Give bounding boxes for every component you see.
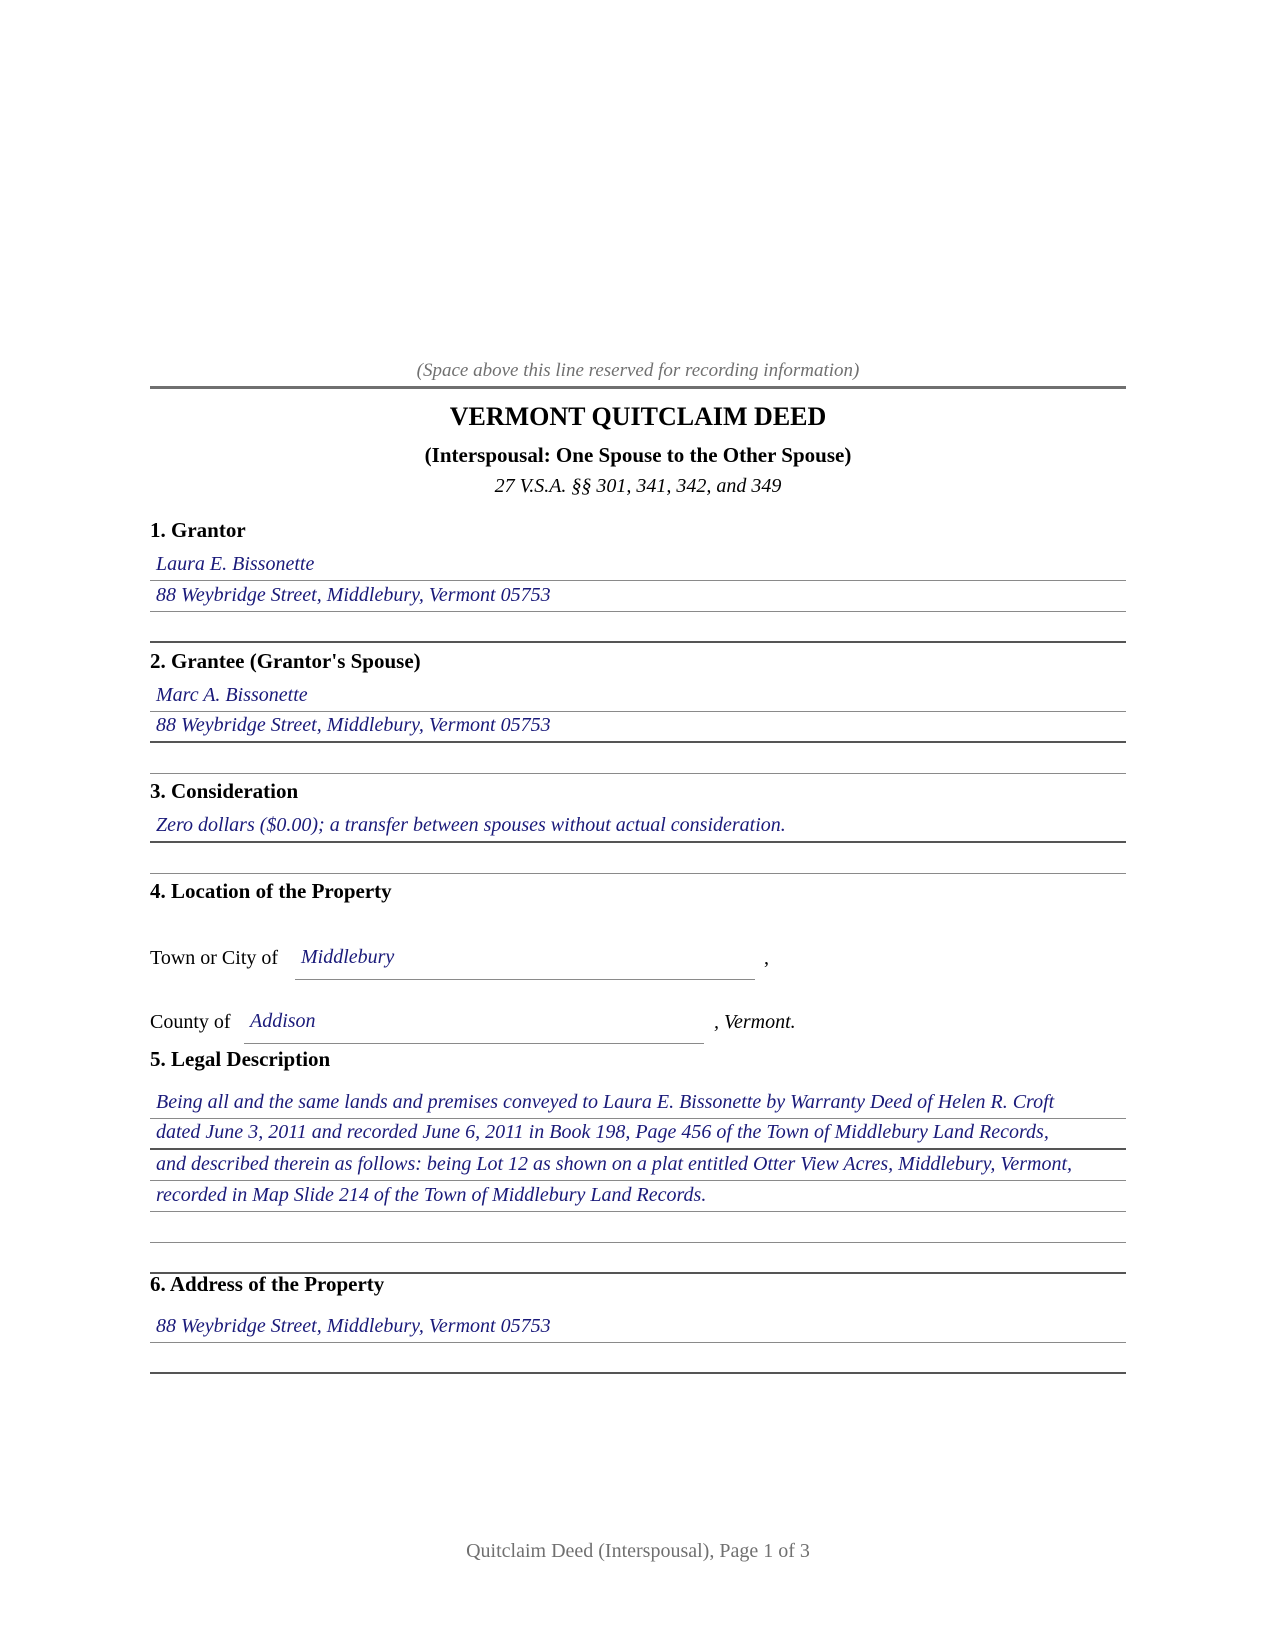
property-address-field[interactable] [150, 1312, 1126, 1343]
document-subtitle: (Interspousal: One Spouse to the Other Spouse) [424, 443, 852, 467]
legal-description-text: dated June 3, 2011 and recorded June 6, 2011 in Book 198, Page 456 of the Town of Middlebury Land Records, [156, 1121, 1049, 1143]
town-value: Middlebury [301, 946, 395, 968]
grantee-blank-line[interactable] [150, 743, 1126, 774]
recording-divider [150, 386, 1126, 389]
grantor-blank-line[interactable] [150, 612, 1126, 643]
grantee-address-field[interactable] [150, 712, 1126, 743]
town-suffix: , [764, 947, 769, 969]
grantor-name: Laura E. Bissonette [156, 553, 315, 575]
grantor-name-field[interactable] [150, 550, 1126, 581]
consideration-text: Zero dollars ($0.00); a transfer between spouses without actual consideration. [156, 814, 786, 836]
grantee-heading: 2. Grantee (Grantor's Spouse) [150, 649, 421, 673]
legal-description-heading: 5. Legal Description [150, 1047, 331, 1071]
county-row [150, 1004, 850, 1044]
grantor-heading: 1. Grantor [150, 518, 246, 542]
legal-description-text: recorded in Map Slide 214 of the Town of Middlebury Land Records. [156, 1184, 707, 1206]
recording-space-note: (Space above this line reserved for recording information) [416, 360, 860, 381]
grantor-address-field[interactable] [150, 581, 1126, 612]
legal-description-line-1[interactable] [150, 1088, 1126, 1119]
statute-citation: 27 V.S.A. §§ 301, 341, 342, and 349 [494, 475, 782, 497]
town-row [150, 940, 770, 980]
town-field[interactable] [295, 940, 755, 980]
county-label: County of [150, 1011, 231, 1033]
legal-description-text: Being all and the same lands and premises conveyed to Laura E. Bissonette by Warranty Deed of Helen R. Croft [156, 1091, 1055, 1113]
county-suffix: , Vermont. [714, 1011, 796, 1033]
location-heading: 4. Location of the Property [150, 879, 392, 903]
consideration-blank-line[interactable] [150, 843, 1126, 874]
deed-page [150, 0, 1126, 1650]
property-address: 88 Weybridge Street, Middlebury, Vermont 05753 [156, 1315, 551, 1337]
town-label: Town or City of [150, 947, 279, 969]
legal-description-text: and described therein as follows: being Lot 12 as shown on a plat entitled Otter View Acres, Middlebury, Vermont, [156, 1153, 1073, 1175]
page-footer: Quitclaim Deed (Interspousal), Page 1 of 3 [466, 1540, 810, 1562]
legal-description-line-3[interactable] [150, 1150, 1126, 1181]
grantee-address: 88 Weybridge Street, Middlebury, Vermont 05753 [156, 714, 551, 736]
legal-description-blank-line[interactable] [150, 1243, 1126, 1274]
legal-description-line-2[interactable] [150, 1119, 1126, 1150]
legal-description-blank-line[interactable] [150, 1212, 1126, 1243]
county-value: Addison [250, 1010, 316, 1032]
county-field[interactable] [244, 1004, 704, 1044]
consideration-heading: 3. Consideration [150, 779, 299, 803]
property-address-blank-line[interactable] [150, 1343, 1126, 1374]
property-address-heading: 6. Address of the Property [150, 1272, 385, 1296]
legal-description-line-4[interactable] [150, 1181, 1126, 1212]
grantee-name-field[interactable] [150, 681, 1126, 712]
grantor-address: 88 Weybridge Street, Middlebury, Vermont 05753 [156, 584, 551, 606]
grantee-name: Marc A. Bissonette [156, 684, 308, 706]
document-title: VERMONT QUITCLAIM DEED [449, 402, 827, 431]
consideration-field[interactable] [150, 812, 1126, 843]
